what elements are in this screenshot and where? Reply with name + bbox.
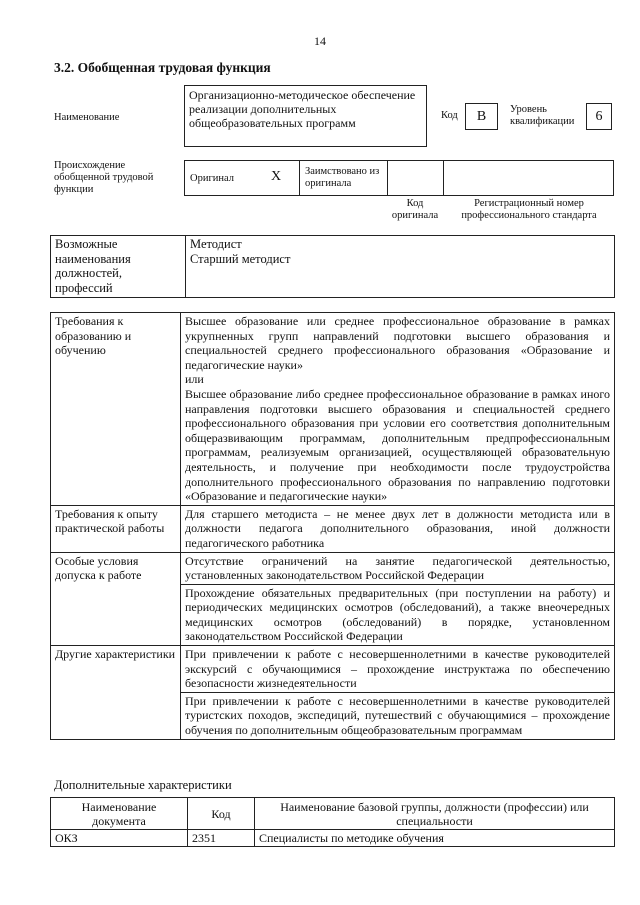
education-text-1: Высшее образование или среднее профессиональное образование в рамках укрупненных групп направлений подготовки высшего образования и специальностей среднего профессионального образования «Образование и педагогические науки» (185, 314, 610, 372)
experience-row (51, 505, 615, 552)
special-text-1: Отсутствие ограничений на занятие педагогической деятельностью, установленных законодательством Российской Федерации (181, 552, 615, 584)
additional-header-row (51, 798, 615, 830)
education-row (51, 313, 615, 506)
special-text-2: Прохождение обязательных предварительных (при поступлении на работу) и периодических медицинских осмотров (обследований), а также внеочередных медицинских осмотров (обследований) в порядке, установленном законодательством Российской Федерации (181, 584, 615, 645)
additional-table (50, 797, 615, 847)
reg-number-box (443, 160, 614, 196)
reg-number-label: Регистрационный номер профессионального стандарта (461, 198, 597, 221)
row-code: 2351 (188, 830, 255, 847)
additional-title: Дополнительные характеристики (54, 778, 232, 792)
code-value: B (476, 109, 487, 124)
positions-row (51, 236, 615, 298)
position-1: Методист (190, 237, 242, 251)
special-row-1 (51, 552, 615, 584)
positions-values (186, 236, 615, 298)
level-label: Уровень квалификации (510, 104, 575, 127)
code-label: Код (441, 110, 458, 121)
other-row-1 (51, 646, 615, 693)
other-text-2: При привлечении к работе с несовершеннолетними в качестве руководителей туристских походов, экспедиций, путешествий с обучающимися – прохождение обучения по дополнительным общеобразовательным программам (181, 692, 615, 739)
level-value-box (586, 103, 612, 130)
education-label: Требования к образованию и обучению (51, 313, 181, 506)
positions-label: Возможные наименования должностей, профессий (51, 236, 186, 298)
page-number: 14 (314, 34, 326, 48)
row-document: ОКЗ (51, 830, 188, 847)
education-content (181, 313, 615, 506)
other-text-1: При привлечении к работе с несовершеннолетними в качестве руководителей экскурсий с обучающимися – прохождение инструктажа по обеспечению безопасности жизнедеятельности (181, 646, 615, 693)
code-original-label: Код оригинала (391, 198, 439, 221)
education-or: или (185, 372, 204, 387)
function-name-value: Организационно-методическое обеспечение реализации дополнительных общеобразовательных программ (189, 88, 416, 130)
row-group-name: Специалисты по методике обучения (255, 830, 615, 847)
origin-label: Происхождение обобщенной трудовой функции (54, 160, 154, 195)
position-2: Старший методист (190, 251, 291, 266)
other-label: Другие характеристики (51, 646, 181, 740)
original-mark: X (271, 169, 282, 184)
original-box (184, 160, 300, 196)
level-value: 6 (595, 109, 603, 124)
function-name-box (184, 85, 427, 147)
code-original-box (387, 160, 444, 196)
code-value-box (465, 103, 498, 130)
col-code: Код (188, 798, 255, 830)
special-label: Особые условия допуска к работе (51, 552, 181, 646)
borrowed-label: Заимствовано из оригинала (305, 166, 380, 189)
borrowed-box (299, 160, 388, 196)
col-group-name: Наименование базовой группы, должности (профессии) или специальности (255, 798, 615, 830)
original-label: Оригинал (190, 173, 234, 184)
col-document: Наименование документа (51, 798, 188, 830)
table-row (51, 830, 615, 847)
section-title: 3.2. Обобщенная трудовая функция (54, 60, 271, 75)
experience-text: Для старшего методиста – не менее двух лет в должности методиста или в должности педагога дополнительного образования, иной должности педагогического работника (181, 505, 615, 552)
positions-table (50, 235, 615, 298)
experience-label: Требования к опыту практической работы (51, 505, 181, 552)
requirements-table (50, 312, 615, 740)
education-text-2: Высшее образование либо среднее профессиональное образование в рамках иного направления подготовки высшего образования и специальностей среднего профессионального образования при условии его соответствия дополнительным общеразвивающим программам, дополнительным предпрофессиональным программам, реализуемым организацией, осуществляющей образовательную деятельность, и получение при необходимости после трудоустройства дополнительного профессионального образования по направлению подготовки «Образование и педагогические науки» (185, 386, 610, 504)
name-label: Наименование (54, 112, 120, 123)
